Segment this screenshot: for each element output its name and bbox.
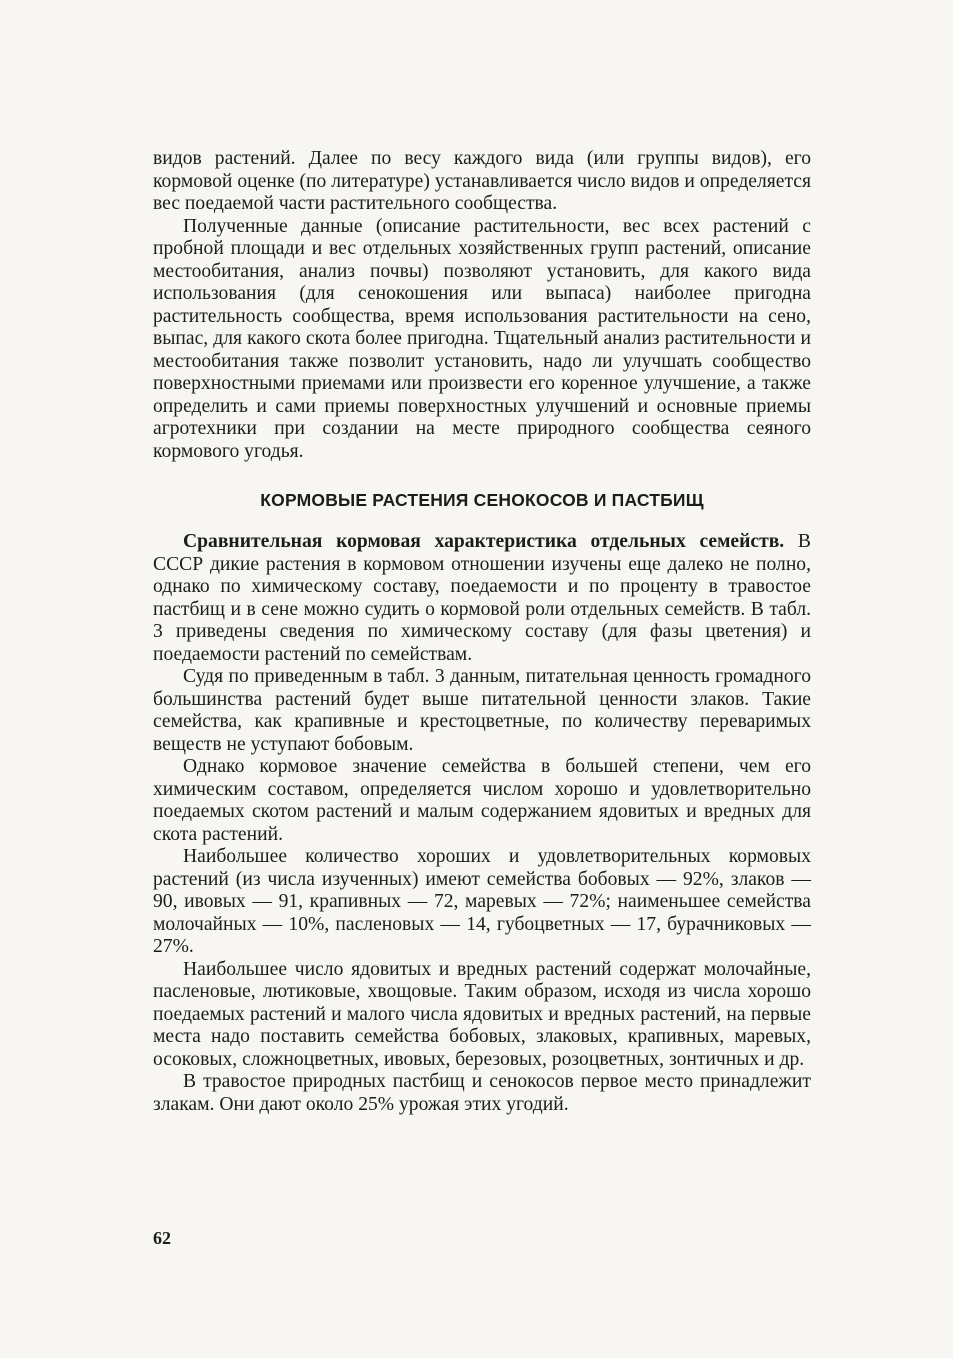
page-body [153, 148, 811, 1116]
paragraph-grasses-share: В травостое природных пастбищ и сенокосов первое место принадлежит злакам. Они дают около 25% урожая этих угодий. [153, 1071, 811, 1115]
paragraph-nutritional-value: Судя по приведенным в табл. 3 данным, питательная ценность громадного большинства растений будет выше питательной ценности злаков. Такие семейства, как крапивные и крестоцветные, по количеству переваримых веществ не уступают бобовым. [153, 666, 811, 755]
section-heading: КОРМОВЫЕ РАСТЕНИЯ СЕНОКОСОВ И ПАСТБИЩ [260, 490, 704, 510]
paragraph-comparative-characteristics [153, 531, 811, 666]
paragraph-family-percentages: Наибольшее количество хороших и удовлетворительных кормовых растений (из числа изученных) имеют семейства бобовых — 92%, злаков — 90, ивовых — 91, крапивных — 72, маревых — 72%; наименьшее семейства молочайных — 10%, пасленовых — 14, губоцветных — 17, бурачниковых — 27%. [153, 846, 811, 957]
paragraph-lead-bold: Сравнительная кормовая характеристика отдельных семейств. [183, 531, 785, 552]
paragraph-obtained-data: Полученные данные (описание растительности, вес всех растений с пробной площади и вес отдельных хозяйственных групп растений, описание местообитания, анализ почвы) позволяют установить, для какого вида использования (для сенокошения или выпаса) наиболее пригодна растительность сообщества, время использования растительности на сено, выпас, для какого скота более пригодна. Тщательный анализ растительности и местообитания также позволит установить, надо ли улучшать сообщество поверхностными приемами или произвести его коренное улучшение, а также определить и сами приемы поверхностных улучшений и основные приемы агротехники при создании на месте природного сообщества сеяного кормового угодья. [153, 215, 811, 462]
paragraph-intro-continuation: видов растений. Далее по весу каждого вида (или группы видов), его кормовой оценке (по литературе) устанавливается число видов и определяется вес поедаемой части растительного сообщества. [153, 148, 811, 214]
paragraph-toxic-plants: Наибольшее число ядовитых и вредных растений содержат молочайные, пасленовые, лютиковые, хвощовые. Таким образом, исходя из числа хорошо поедаемых растений и малого числа ядовитых и вредных растений, на первые места надо поставить семейства бобовых, злаковых, крапивных, маревых, осоковых, сложноцветных, ивовых, березовых, розоцветных, зонтичных и др. [153, 958, 811, 1070]
page-number: 62 [153, 1228, 171, 1248]
paragraph-forage-importance: Однако кормовое значение семейства в большей степени, чем его химическим составом, определяется числом хорошо и удовлетворительно поедаемых скотом растений и малым содержанием ядовитых и вредных для скота растений. [153, 756, 811, 845]
paragraph-text: В СССР дикие растения в кормовом отношении изучены еще далеко не полно, однако по химическому составу, поедаемости и по проценту в травостое пастбищ и в сене можно судить о кормовой роли отдельных семейств. В табл. 3 приведены сведения по химическому составу (для фазы цветения) и поедаемости растений по семействам. [153, 531, 811, 665]
